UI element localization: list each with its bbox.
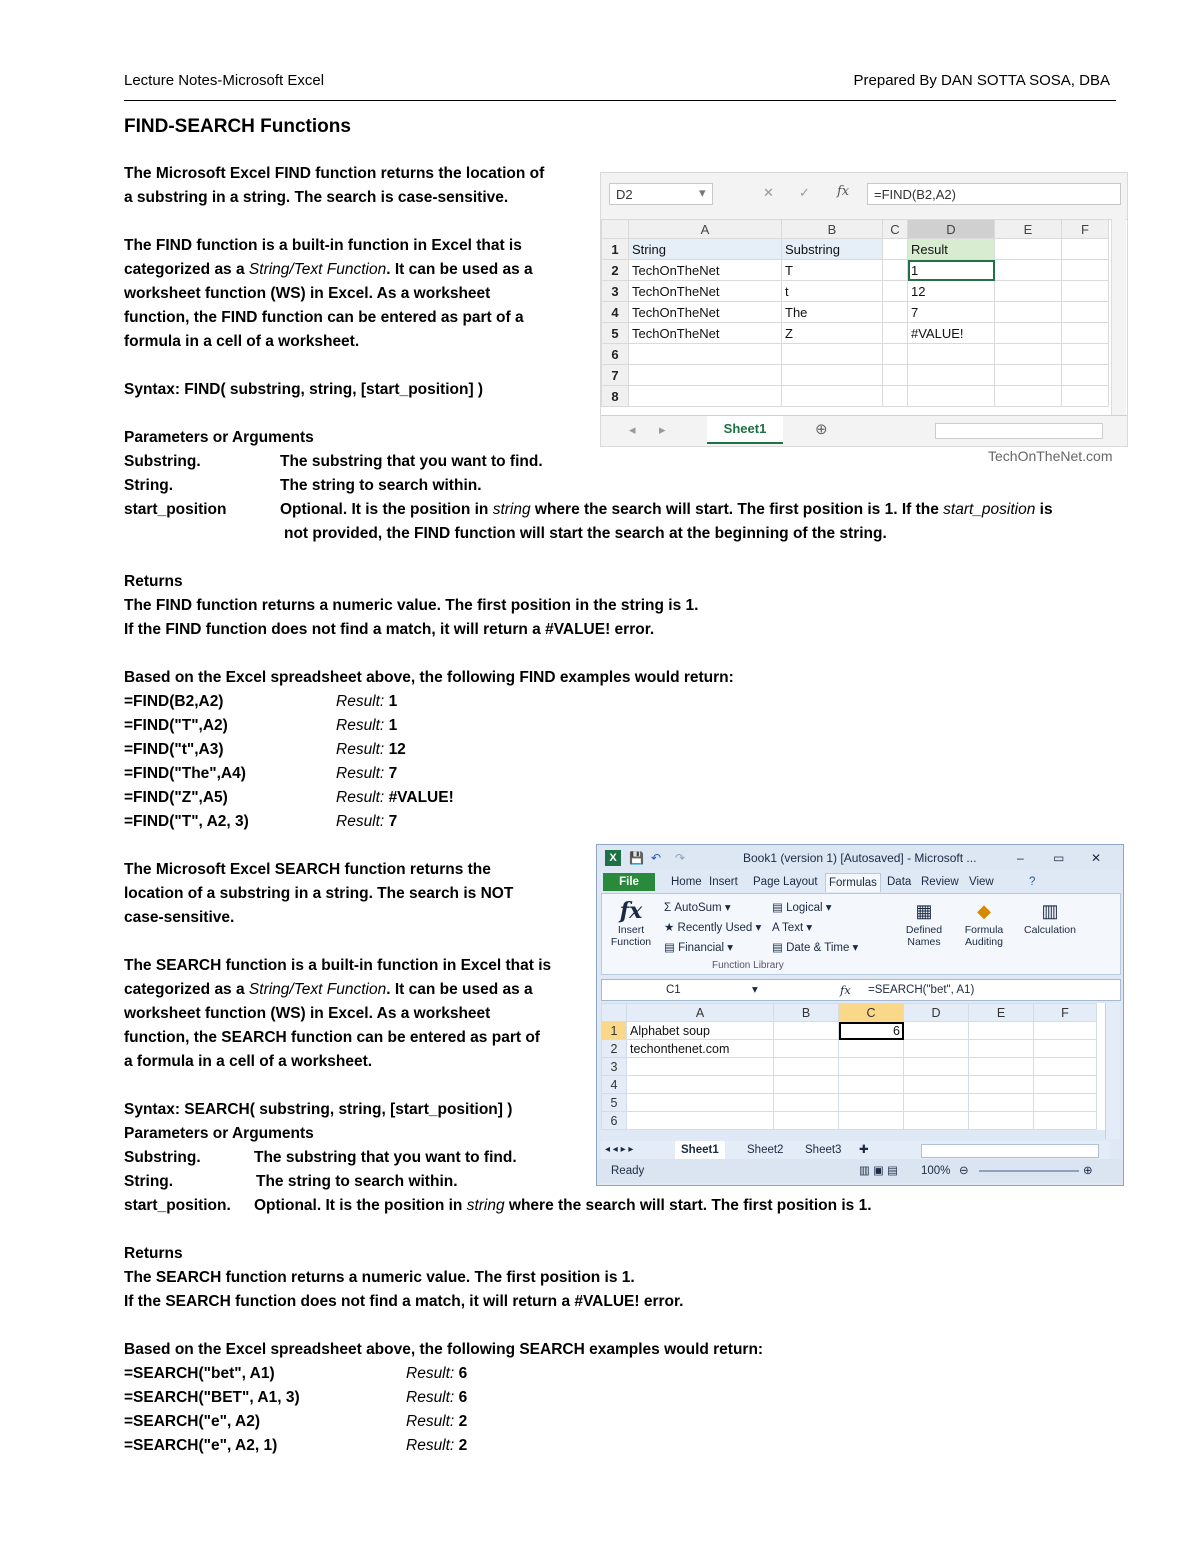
cell[interactable] — [627, 1076, 774, 1094]
cell[interactable]: TechOnTheNet — [629, 281, 782, 302]
tab-page-layout[interactable]: Page Layout — [753, 876, 818, 888]
search-builtin-3: worksheet function (WS) in Excel. As a worksheet — [124, 1005, 491, 1022]
enter-icon[interactable]: ✓ — [799, 185, 810, 200]
redo-icon[interactable]: ↷ — [675, 851, 686, 865]
find-param-desc: The substring that you want to find. — [280, 453, 543, 470]
undo-icon[interactable]: ↶ — [651, 851, 662, 865]
maximize-icon[interactable]: ▭ — [1053, 851, 1065, 865]
column-header[interactable]: C — [839, 1004, 904, 1022]
cell[interactable] — [1062, 281, 1109, 302]
search-example-result: Result: 2 — [406, 1437, 468, 1454]
ribbon-group-label: Function Library — [712, 960, 784, 971]
search-param-name: Substring. — [124, 1149, 201, 1166]
text-button[interactable]: A Text ▾ — [772, 922, 813, 934]
cell[interactable] — [839, 1076, 904, 1094]
cell[interactable] — [1062, 365, 1109, 386]
search-builtin-5: a formula in a cell of a worksheet. — [124, 1053, 373, 1070]
table-row — [602, 365, 1109, 386]
cell[interactable] — [774, 1022, 839, 1040]
column-header[interactable]: C — [883, 220, 908, 239]
sheet-tab-sheet3[interactable]: Sheet3 — [805, 1144, 842, 1156]
search-example-result: Result: 6 — [406, 1389, 468, 1406]
cell[interactable]: #VALUE! — [908, 323, 995, 344]
cell[interactable] — [995, 365, 1062, 386]
search-params-title: Parameters or Arguments — [124, 1125, 314, 1142]
view-normal-icon[interactable]: ▥ ▣ ▤ — [859, 1165, 898, 1177]
search-example-formula: =SEARCH("BET", A1, 3) — [124, 1389, 300, 1406]
row-header[interactable]: 1 — [602, 239, 629, 260]
cell[interactable] — [627, 1058, 774, 1076]
cancel-icon[interactable]: ✕ — [763, 185, 774, 200]
find-intro-2: a substring in a string. The search is case-sensitive. — [124, 189, 509, 206]
cell[interactable] — [883, 239, 908, 260]
find-builtin-5: formula in a cell of a worksheet. — [124, 333, 360, 350]
help-icon[interactable]: ? — [1029, 876, 1036, 888]
cell[interactable] — [1062, 260, 1109, 281]
table-row — [602, 1112, 1097, 1130]
formula-input[interactable]: =SEARCH("bet", A1) — [868, 984, 975, 996]
cell[interactable] — [774, 1112, 839, 1130]
cell[interactable]: Substring — [782, 239, 883, 260]
search-builtin-2: categorized as a String/Text Function. It can be used as a — [124, 981, 533, 998]
tag-icon: ▦ — [915, 901, 933, 921]
cell[interactable] — [883, 302, 908, 323]
find-returns-title: Returns — [124, 573, 183, 590]
column-header[interactable]: A — [627, 1004, 774, 1022]
cell[interactable] — [883, 323, 908, 344]
cell[interactable] — [904, 1040, 969, 1058]
column-header[interactable]: D — [908, 220, 995, 239]
insert-function-label: Insert Function — [610, 924, 652, 948]
vertical-scrollbar[interactable] — [1111, 219, 1126, 415]
calculator-icon: ▥ — [1041, 901, 1059, 921]
row-header[interactable]: 2 — [602, 1040, 627, 1058]
cell[interactable] — [995, 344, 1062, 365]
cell[interactable] — [883, 365, 908, 386]
excel-logo-icon: X — [605, 850, 621, 866]
name-box[interactable]: D2 — [609, 183, 713, 205]
book-icon: ▤ — [772, 942, 783, 954]
name-box[interactable]: C1 — [666, 984, 681, 996]
cell[interactable] — [883, 260, 908, 281]
excel-screenshot-search — [596, 844, 1124, 1186]
find-params-title: Parameters or Arguments — [124, 429, 314, 446]
tab-view[interactable]: View — [969, 876, 994, 888]
cell[interactable] — [782, 386, 883, 407]
vertical-scrollbar[interactable] — [1105, 1003, 1120, 1139]
find-start-desc: Optional. It is the position in string where the search will start. The first position is 1. If the start_position is — [280, 501, 1053, 518]
cell[interactable]: t — [782, 281, 883, 302]
cell[interactable] — [995, 239, 1062, 260]
cell[interactable] — [774, 1058, 839, 1076]
column-header[interactable]: E — [995, 220, 1062, 239]
search-example-formula: =SEARCH("bet", A1) — [124, 1365, 275, 1382]
tab-file[interactable]: File — [603, 873, 655, 891]
search-builtin-4: function, the SEARCH function can be entered as part of — [124, 1029, 540, 1046]
table-row — [602, 1058, 1097, 1076]
search-example-result: Result: 6 — [406, 1365, 468, 1382]
formula-bar — [601, 173, 1127, 220]
cell[interactable] — [782, 365, 883, 386]
find-param-name: Substring. — [124, 453, 201, 470]
recently-used-button[interactable]: ★ Recently Used ▾ — [664, 922, 762, 934]
scroll-right-icon[interactable]: ▸ — [659, 422, 666, 437]
find-param-name: String. — [124, 477, 174, 494]
worksheet-grid — [601, 1003, 1109, 1130]
cell[interactable] — [774, 1076, 839, 1094]
autosum-button[interactable]: Σ AutoSum ▾ — [664, 902, 731, 914]
cell[interactable] — [969, 1076, 1034, 1094]
search-example-result: Result: 2 — [406, 1413, 468, 1430]
search-intro-3: case-sensitive. — [124, 909, 235, 926]
column-header[interactable]: B — [782, 220, 883, 239]
cell[interactable] — [908, 365, 995, 386]
auditing-icon: ◆ — [977, 901, 991, 921]
header-rule — [124, 100, 1116, 101]
column-header[interactable]: F — [1034, 1004, 1097, 1022]
add-sheet-icon[interactable]: ⊕ — [815, 421, 828, 438]
find-example-result: Result: 1 — [336, 717, 398, 734]
cell[interactable] — [1034, 1040, 1097, 1058]
tab-formulas[interactable]: Formulas — [825, 873, 881, 892]
cell[interactable] — [883, 281, 908, 302]
cell[interactable] — [904, 1094, 969, 1112]
row-header[interactable]: 1 — [602, 1022, 627, 1040]
find-example-result: Result: 7 — [336, 813, 398, 830]
corner-cell[interactable] — [602, 220, 629, 239]
cell[interactable] — [995, 281, 1062, 302]
row-header[interactable]: 5 — [602, 323, 629, 344]
search-returns-1: The SEARCH function returns a numeric value. The first position is 1. — [124, 1269, 635, 1286]
window-title: Book1 (version 1) [Autosaved] - Microsoft ... — [743, 851, 977, 865]
sheet-tab-bar — [601, 415, 1127, 446]
cell[interactable] — [774, 1040, 839, 1058]
cell[interactable] — [629, 386, 782, 407]
cell[interactable] — [908, 386, 995, 407]
cell[interactable]: 7 — [908, 302, 995, 323]
excel-screenshot-find — [600, 172, 1128, 447]
chevron-down-icon[interactable]: ▾ — [752, 984, 758, 996]
cell[interactable]: String — [629, 239, 782, 260]
search-intro-2: location of a substring in a string. The search is NOT — [124, 885, 514, 902]
function-icon: fx — [619, 898, 643, 924]
selected-cell[interactable]: 1 — [908, 260, 995, 281]
cell[interactable] — [908, 344, 995, 365]
table-row — [602, 1040, 1097, 1058]
ribbon-formulas — [601, 893, 1121, 975]
cell[interactable] — [1062, 302, 1109, 323]
defined-names-button[interactable]: ▦ Defined Names — [902, 898, 946, 948]
cell[interactable] — [969, 1058, 1034, 1076]
column-header[interactable]: F — [1062, 220, 1109, 239]
cell[interactable] — [969, 1040, 1034, 1058]
cell[interactable]: TechOnTheNet — [629, 260, 782, 281]
sheet-nav-icon[interactable]: ◂ ◂ ▸ ▸ — [605, 1144, 634, 1155]
row-header[interactable]: 3 — [602, 281, 629, 302]
table-row — [602, 344, 1109, 365]
row-header[interactable]: 2 — [602, 260, 629, 281]
cell[interactable] — [774, 1094, 839, 1112]
cell[interactable]: 12 — [908, 281, 995, 302]
search-examples-title: Based on the Excel spreadsheet above, the following SEARCH examples would return: — [124, 1341, 764, 1358]
find-example-result: Result: 7 — [336, 765, 398, 782]
corner-cell[interactable] — [602, 1004, 627, 1022]
cell[interactable] — [883, 344, 908, 365]
find-returns-2: If the FIND function does not find a match, it will return a #VALUE! error. — [124, 621, 655, 638]
cell[interactable] — [969, 1112, 1034, 1130]
horizontal-scrollbar[interactable] — [921, 1144, 1099, 1158]
cell[interactable] — [1034, 1112, 1097, 1130]
row-header[interactable]: 7 — [602, 365, 629, 386]
find-syntax: Syntax: FIND( substring, string, [start_position] ) — [124, 381, 484, 398]
table-row — [602, 281, 1109, 302]
sigma-icon: Σ — [664, 902, 672, 914]
cell[interactable] — [1034, 1094, 1097, 1112]
ribbon-tabs — [597, 871, 1123, 893]
star-icon: ★ — [664, 922, 675, 934]
formula-input[interactable]: =FIND(B2,A2) — [867, 183, 1121, 205]
cell[interactable]: Alphabet soup — [627, 1022, 774, 1040]
table-row — [602, 1094, 1097, 1112]
search-builtin-1: The SEARCH function is a built-in function in Excel that is — [124, 957, 552, 974]
find-builtin-2: categorized as a String/Text Function. It can be used as a — [124, 261, 533, 278]
search-syntax: Syntax: SEARCH( substring, string, [start_position] ) — [124, 1101, 513, 1118]
cell[interactable] — [839, 1058, 904, 1076]
selected-cell[interactable]: 6 — [839, 1022, 904, 1040]
find-example-formula: =FIND("T",A2) — [124, 717, 228, 734]
search-returns-title: Returns — [124, 1245, 183, 1262]
find-example-formula: =FIND("Z",A5) — [124, 789, 228, 806]
search-start-desc: Optional. It is the position in string where the search will start. The first position is 1. — [254, 1197, 872, 1214]
scroll-left-icon[interactable]: ◂ — [629, 422, 636, 437]
cell[interactable]: Result — [908, 239, 995, 260]
close-icon[interactable]: ✕ — [1091, 851, 1102, 865]
table-row — [602, 239, 1109, 260]
search-param-name: String. — [124, 1173, 174, 1190]
zoom-in-icon[interactable]: ⊕ — [1083, 1165, 1093, 1177]
tab-review[interactable]: Review — [921, 876, 959, 888]
image-credit: TechOnTheNet.com — [988, 448, 1113, 464]
search-param-desc: The substring that you want to find. — [254, 1149, 517, 1166]
table-row — [602, 260, 1109, 281]
status-bar — [597, 1159, 1123, 1183]
cell[interactable] — [995, 323, 1062, 344]
tab-home[interactable]: Home — [671, 876, 702, 888]
cell[interactable]: T — [782, 260, 883, 281]
cell[interactable] — [1034, 1022, 1097, 1040]
column-header[interactable]: A — [629, 220, 782, 239]
column-header[interactable]: B — [774, 1004, 839, 1022]
find-example-result: Result: #VALUE! — [336, 789, 454, 806]
formula-bar — [601, 979, 1121, 1001]
cell[interactable] — [904, 1058, 969, 1076]
header-right: Prepared By DAN SOTTA SOSA, DBA — [853, 72, 1110, 89]
sheet-tab-sheet1[interactable]: Sheet1 — [707, 416, 783, 444]
zoom-out-icon[interactable]: ⊖ — [959, 1165, 969, 1177]
search-example-formula: =SEARCH("e", A2, 1) — [124, 1437, 278, 1454]
cell[interactable] — [839, 1112, 904, 1130]
header-left: Lecture Notes-Microsoft Excel — [124, 72, 325, 89]
cell[interactable] — [1062, 323, 1109, 344]
cell[interactable] — [1062, 344, 1109, 365]
tab-data[interactable]: Data — [887, 876, 912, 888]
row-header[interactable]: 4 — [602, 1076, 627, 1094]
row-header[interactable]: 6 — [602, 1112, 627, 1130]
cell[interactable] — [904, 1112, 969, 1130]
sheet-tab-bar — [601, 1141, 1109, 1159]
search-intro-1: The Microsoft Excel SEARCH function returns the — [124, 861, 491, 878]
cell[interactable] — [839, 1094, 904, 1112]
cell[interactable] — [1062, 386, 1109, 407]
book-icon: ▤ — [664, 942, 675, 954]
find-builtin-1: The FIND function is a built-in function in Excel that is — [124, 237, 522, 254]
table-row — [602, 386, 1109, 407]
table-row — [602, 302, 1109, 323]
find-start-name: start_position — [124, 501, 227, 518]
save-icon[interactable]: 💾 — [629, 851, 644, 865]
row-header[interactable]: 4 — [602, 302, 629, 323]
cell[interactable] — [1034, 1076, 1097, 1094]
find-example-formula: =FIND("T", A2, 3) — [124, 813, 249, 830]
date-time-button[interactable]: ▤ Date & Time ▾ — [772, 942, 859, 954]
worksheet-grid — [601, 219, 1109, 407]
search-start-name: start_position. — [124, 1197, 231, 1214]
zoom-level[interactable]: 100% — [921, 1165, 951, 1177]
row-header[interactable]: 6 — [602, 344, 629, 365]
column-header[interactable]: D — [904, 1004, 969, 1022]
sheet-tab-sheet1[interactable]: Sheet1 — [675, 1141, 725, 1159]
financial-button[interactable]: ▤ Financial ▾ — [664, 942, 734, 954]
cell[interactable] — [839, 1040, 904, 1058]
chevron-down-icon[interactable]: ▾ — [699, 185, 706, 200]
column-header[interactable]: E — [969, 1004, 1034, 1022]
find-example-formula: =FIND(B2,A2) — [124, 693, 224, 710]
cell[interactable]: Z — [782, 323, 883, 344]
cell[interactable] — [627, 1094, 774, 1112]
table-row — [602, 1022, 1097, 1040]
cell[interactable] — [995, 260, 1062, 281]
find-builtin-4: function, the FIND function can be entered as part of a — [124, 309, 524, 326]
row-header[interactable]: 8 — [602, 386, 629, 407]
calculation-button[interactable]: ▥ Calculation — [1020, 898, 1080, 936]
horizontal-scrollbar[interactable] — [935, 423, 1103, 439]
status-text: Ready — [611, 1165, 645, 1177]
cell[interactable] — [629, 365, 782, 386]
cell[interactable]: TechOnTheNet — [629, 323, 782, 344]
function-icon[interactable]: fx — [840, 983, 851, 997]
row-header[interactable]: 3 — [602, 1058, 627, 1076]
cell[interactable] — [1062, 239, 1109, 260]
cell[interactable] — [904, 1076, 969, 1094]
insert-sheet-icon[interactable]: ✚ — [859, 1144, 869, 1156]
cell[interactable] — [969, 1022, 1034, 1040]
table-row — [602, 323, 1109, 344]
cell[interactable]: techonthenet.com — [627, 1040, 774, 1058]
search-example-formula: =SEARCH("e", A2) — [124, 1413, 260, 1430]
cell[interactable] — [995, 386, 1062, 407]
cell[interactable] — [627, 1112, 774, 1130]
sheet-tab-sheet2[interactable]: Sheet2 — [747, 1144, 784, 1156]
text-icon: A — [772, 922, 780, 934]
find-start-desc-2: not provided, the FIND function will start the search at the beginning of the string. — [284, 525, 887, 542]
formula-auditing-button[interactable]: ◆ Formula Auditing — [956, 898, 1012, 948]
find-examples-title: Based on the Excel spreadsheet above, the following FIND examples would return: — [124, 669, 734, 686]
search-returns-2: If the SEARCH function does not find a match, it will return a #VALUE! error. — [124, 1293, 684, 1310]
find-intro-1: The Microsoft Excel FIND function returns the location of — [124, 165, 545, 182]
row-header[interactable]: 5 — [602, 1094, 627, 1112]
find-example-formula: =FIND("The",A4) — [124, 765, 246, 782]
zoom-slider[interactable] — [979, 1170, 1079, 1172]
cell[interactable] — [995, 302, 1062, 323]
insert-function-button[interactable] — [608, 898, 654, 948]
find-builtin-3: worksheet function (WS) in Excel. As a worksheet — [124, 285, 491, 302]
table-row — [602, 1076, 1097, 1094]
function-icon[interactable]: fx — [837, 184, 850, 199]
book-icon: ▤ — [772, 902, 783, 914]
cell[interactable] — [883, 386, 908, 407]
find-returns-1: The FIND function returns a numeric value. The first position in the string is 1. — [124, 597, 699, 614]
cell[interactable] — [629, 344, 782, 365]
find-example-result: Result: 12 — [336, 741, 406, 758]
logical-button[interactable]: ▤ Logical ▾ — [772, 902, 832, 914]
cell[interactable] — [904, 1022, 969, 1040]
minimize-icon[interactable]: – — [1017, 851, 1024, 865]
tab-insert[interactable]: Insert — [709, 876, 738, 888]
cell[interactable]: TechOnTheNet — [629, 302, 782, 323]
page-title: FIND-SEARCH Functions — [124, 116, 351, 137]
cell[interactable]: The — [782, 302, 883, 323]
cell[interactable] — [1034, 1058, 1097, 1076]
search-param-desc: The string to search within. — [256, 1173, 458, 1190]
find-param-desc: The string to search within. — [280, 477, 482, 494]
cell[interactable] — [782, 344, 883, 365]
find-example-result: Result: 1 — [336, 693, 398, 710]
cell[interactable] — [969, 1094, 1034, 1112]
find-example-formula: =FIND("t",A3) — [124, 741, 224, 758]
title-bar — [597, 845, 1123, 871]
